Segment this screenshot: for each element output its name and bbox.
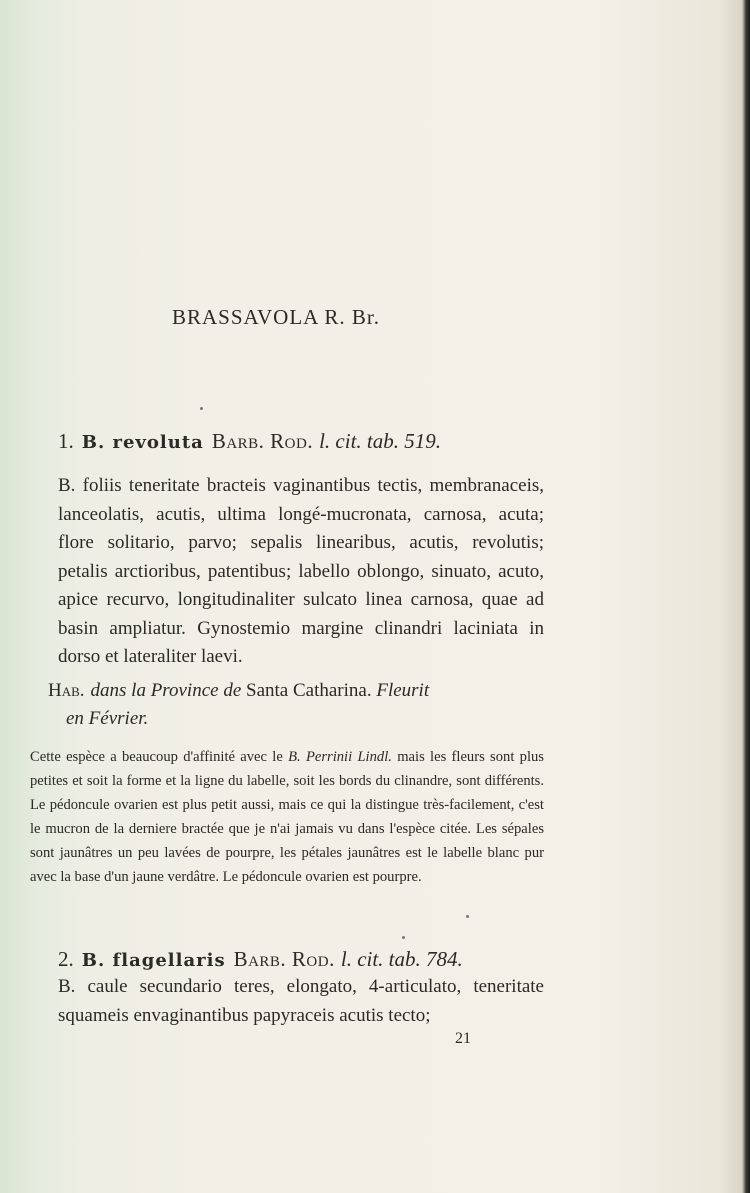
species-name: B. flagellaris bbox=[81, 950, 226, 971]
genus-heading: BRASSAVOLA R. Br. bbox=[172, 305, 381, 329]
ink-speck bbox=[402, 936, 405, 939]
ink-speck bbox=[200, 407, 203, 410]
ink-speck bbox=[466, 915, 469, 918]
species-entry-title-1 bbox=[58, 427, 548, 457]
habitat-place: Santa Catharina. bbox=[246, 680, 372, 701]
species-entry-title-2 bbox=[58, 945, 548, 975]
habitat-label: Hab. bbox=[48, 680, 85, 701]
species-reference: l. cit. tab. 784. bbox=[340, 947, 463, 971]
flowering-time: en Février. bbox=[66, 708, 149, 729]
species-reference: l. cit. tab. 519. bbox=[319, 429, 442, 453]
species-note-1: Cette espèce a beaucoup d'affinité avec le B. Perrinii Lindl. mais les fleurs sont plus petites et soit la forme et la ligne du labelle, soit les bords du clinandre, sont différents. Le pédoncule ovarien est plus petit aussi, mais ce qui la distingue très-facilement, c'est le mucron de la derniere bractée que je n'ai jamais vu dans l'espèce citée. Les sépales sont jaunâtres un peu lavées de pourpre, les pétales jaunâtres est le labelle blanc pur avec la base d'un jaune verdâtre. Le pédoncule ovarien est pourpre. bbox=[30, 749, 544, 885]
species-number: 1. bbox=[58, 429, 74, 453]
species-description-1: B. foliis teneritate bracteis vaginantibus tectis, membranaceis, lanceolatis, acutis, ultima longé-mucronata, carnosa, acuta; flore solitario, parvo; sepalis linearibus, acutis, revolutis; petalis arctioribus, patentibus; labello oblongo, sinuato, acuto, apice recurvo, longitudinaliter sulcato linea carnosa, quae ad basin ampliatur. Gynostemio margine clinandri laciniata in dorso et lateraliter laevi. bbox=[58, 475, 544, 667]
species-author: Barb. Rod. bbox=[233, 947, 335, 971]
species-description-2: B. caule secundario teres, elongato, 4-articulato, teneritate squameis envaginantibus papyraceis acutis tecto; bbox=[58, 976, 544, 1026]
species-author: Barb. Rod. bbox=[211, 429, 314, 453]
species-name: B. revoluta bbox=[81, 432, 204, 453]
page-number: 21 bbox=[455, 1030, 471, 1047]
habitat-1: Hab. dans la Province de Santa Catharina. Fleurit en Février. bbox=[48, 680, 430, 729]
species-number: 2. bbox=[58, 947, 74, 971]
